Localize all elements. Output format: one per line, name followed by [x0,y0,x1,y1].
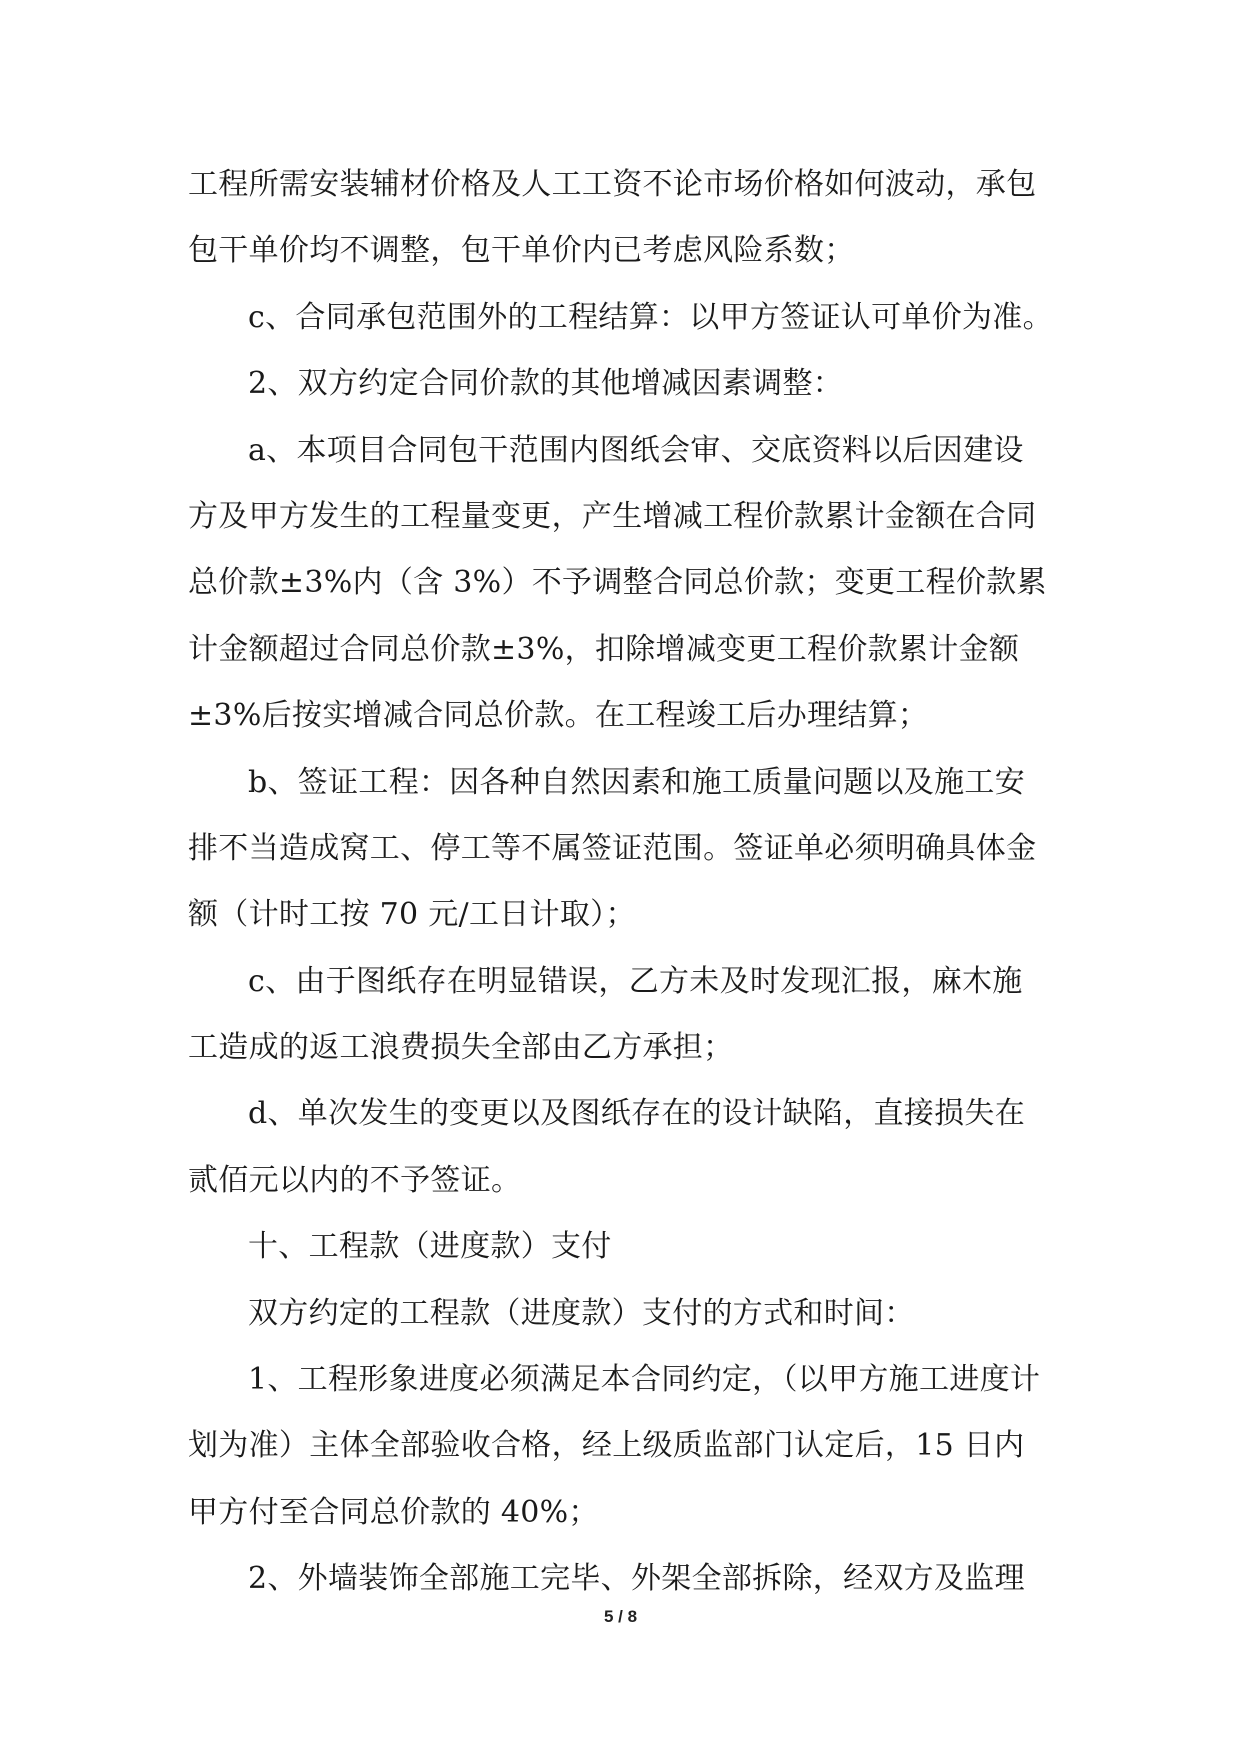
text-line: 甲方付至合同总价款的 40%； [188,1494,599,1530]
text-line: 计金额超过合同总价款±3%，扣除增减变更工程价款累计金额 [188,631,1020,667]
text-line: 排不当造成窝工、停工等不属签证范围。签证单必须明确具体金 [188,830,1037,866]
text-line: 十、工程款（进度款）支付 [248,1229,612,1265]
document-body [188,152,1060,1613]
text-line: 划为准）主体全部验收合格，经上级质监部门认定后，15 日内 [188,1428,1025,1464]
text-line: 总价款±3%内（含 3%）不予调整合同总价款；变更工程价款累 [188,565,1047,601]
text-line: b、签证工程：因各种自然因素和施工质量问题以及施工安 [248,764,1026,800]
text-line: 方及甲方发生的工程量变更，产生增减工程价款累计金额在合同 [188,498,1037,534]
text-line: d、单次发生的变更以及图纸存在的设计缺陷，直接损失在 [248,1096,1026,1132]
text-line: 包干单价均不调整，包干单价内已考虑风险系数； [188,233,855,269]
text-line: 双方约定的工程款（进度款）支付的方式和时间： [248,1295,915,1331]
text-line: 2、双方约定合同价款的其他增减因素调整： [248,366,844,402]
text-line: 贰佰元以内的不予签证。 [188,1162,522,1198]
text-line: 额（计时工按 70 元/工日计取）； [188,897,636,933]
text-line: a、本项目合同包干范围内图纸会审、交底资料以后因建设 [248,432,1024,468]
text-line: c、合同承包范围外的工程结算：以甲方签证认可单价为准。 [248,299,1053,335]
text-line: c、由于图纸存在明显错误，乙方未及时发现汇报，麻木施 [248,963,1023,999]
text-line: 工程所需安装辅材价格及人工工资不论市场价格如何波动，承包 [188,167,1037,202]
text-line: 2、外墙装饰全部施工完毕、外架全部拆除，经双方及监理 [248,1561,1025,1597]
text-line: 1、工程形象进度必须满足本合同约定，（以甲方施工进度计 [248,1362,1041,1398]
text-line: ±3%后按实增减合同总价款。在工程竣工后办理结算； [188,698,929,734]
page-number: 5 / 8 [603,1607,638,1626]
text-line: 工造成的返工浪费损失全部由乙方承担； [188,1030,734,1066]
